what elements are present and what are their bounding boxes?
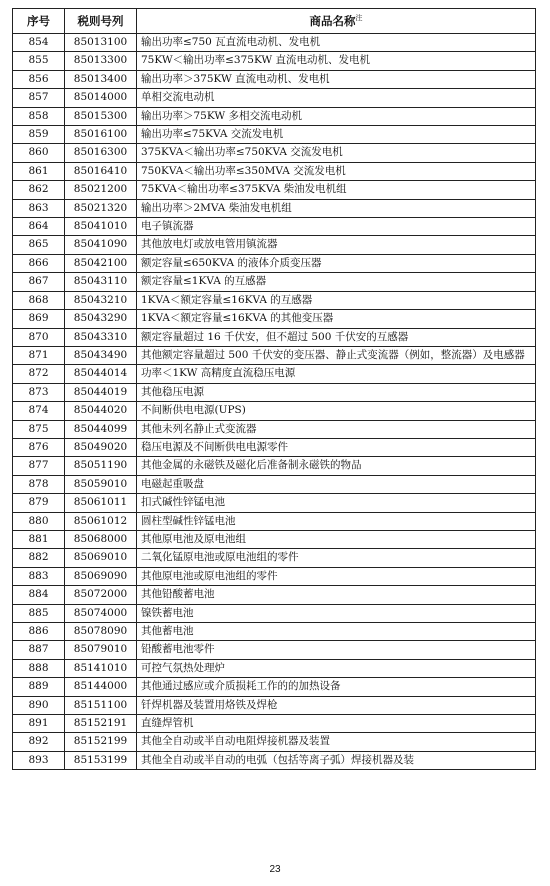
product-name: 镍铁蓄电池 bbox=[137, 604, 536, 622]
tariff-code: 85044014 bbox=[65, 365, 137, 383]
table-row bbox=[13, 162, 536, 180]
table-row bbox=[13, 678, 536, 696]
tariff-code: 85061011 bbox=[65, 494, 137, 512]
product-name: 输出功率＞375KW 直流电动机、发电机 bbox=[137, 70, 536, 88]
table-row bbox=[13, 549, 536, 567]
tariff-code: 85043110 bbox=[65, 273, 137, 291]
table-row bbox=[13, 696, 536, 714]
table-row bbox=[13, 383, 536, 401]
table-row bbox=[13, 291, 536, 309]
tariff-code: 85144000 bbox=[65, 678, 137, 696]
table-row bbox=[13, 144, 536, 162]
tariff-code: 85051190 bbox=[65, 457, 137, 475]
tariff-code: 85013100 bbox=[65, 34, 137, 52]
product-name: 375KVA＜输出功率≤750KVA 交流发电机 bbox=[137, 144, 536, 162]
row-number: 854 bbox=[13, 34, 65, 52]
row-number: 881 bbox=[13, 530, 65, 548]
tariff-code: 85153199 bbox=[65, 751, 137, 769]
table-row bbox=[13, 751, 536, 769]
product-name: 75KW＜输出功率≤375KW 直流电动机、发电机 bbox=[137, 52, 536, 70]
product-name: 圆柱型碱性锌锰电池 bbox=[137, 512, 536, 530]
tariff-code: 85041090 bbox=[65, 236, 137, 254]
row-number: 863 bbox=[13, 199, 65, 217]
tariff-code: 85078090 bbox=[65, 623, 137, 641]
page-number: 23 bbox=[269, 864, 281, 875]
product-name: 其他原电池及原电池组 bbox=[137, 530, 536, 548]
row-number: 893 bbox=[13, 751, 65, 769]
row-number: 858 bbox=[13, 107, 65, 125]
table-row bbox=[13, 346, 536, 364]
tariff-code: 85072000 bbox=[65, 586, 137, 604]
table-row bbox=[13, 494, 536, 512]
row-number: 860 bbox=[13, 144, 65, 162]
header-code: 税则号列 bbox=[65, 9, 137, 34]
table-row bbox=[13, 512, 536, 530]
product-name: 其他金属的永磁铁及磁化后准备制永磁铁的物品 bbox=[137, 457, 536, 475]
tariff-code: 85016300 bbox=[65, 144, 137, 162]
product-name: 其他全自动或半自动电阻焊接机器及装置 bbox=[137, 733, 536, 751]
row-number: 883 bbox=[13, 567, 65, 585]
row-number: 855 bbox=[13, 52, 65, 70]
tariff-code: 85079010 bbox=[65, 641, 137, 659]
tariff-code: 85043310 bbox=[65, 328, 137, 346]
table-row bbox=[13, 89, 536, 107]
tariff-code: 85069010 bbox=[65, 549, 137, 567]
tariff-code: 85015300 bbox=[65, 107, 137, 125]
product-name: 电磁起重吸盘 bbox=[137, 475, 536, 493]
table-row bbox=[13, 420, 536, 438]
row-number: 884 bbox=[13, 586, 65, 604]
table-row bbox=[13, 310, 536, 328]
product-name: 其他全自动或半自动的电弧（包括等离子弧）焊接机器及装 bbox=[137, 751, 536, 769]
header-row bbox=[13, 9, 536, 34]
table-row bbox=[13, 402, 536, 420]
product-name: 单相交流电动机 bbox=[137, 89, 536, 107]
tariff-code: 85069090 bbox=[65, 567, 137, 585]
row-number: 891 bbox=[13, 715, 65, 733]
table-row bbox=[13, 715, 536, 733]
row-number: 880 bbox=[13, 512, 65, 530]
row-number: 868 bbox=[13, 291, 65, 309]
table-row bbox=[13, 34, 536, 52]
tariff-code: 85043290 bbox=[65, 310, 137, 328]
row-number: 866 bbox=[13, 254, 65, 272]
table-row bbox=[13, 365, 536, 383]
tariff-code: 85043210 bbox=[65, 291, 137, 309]
product-name: 扣式碱性锌锰电池 bbox=[137, 494, 536, 512]
tariff-code: 85044099 bbox=[65, 420, 137, 438]
tariff-code: 85013400 bbox=[65, 70, 137, 88]
table-row bbox=[13, 530, 536, 548]
row-number: 870 bbox=[13, 328, 65, 346]
table-row bbox=[13, 475, 536, 493]
tariff-code: 85021320 bbox=[65, 199, 137, 217]
product-name: 可控气氛热处理炉 bbox=[137, 659, 536, 677]
table-row bbox=[13, 199, 536, 217]
table-row bbox=[13, 126, 536, 144]
table-row bbox=[13, 273, 536, 291]
product-name: 直缝焊管机 bbox=[137, 715, 536, 733]
product-name: 稳压电源及不间断供电电源零件 bbox=[137, 438, 536, 456]
tariff-code: 85061012 bbox=[65, 512, 137, 530]
table-row bbox=[13, 52, 536, 70]
product-name: 其他额定容量超过 500 千伏安的变压器、静止式变流器（例如，整流器）及电感器 bbox=[137, 346, 536, 364]
table-row bbox=[13, 659, 536, 677]
tariff-code: 85014000 bbox=[65, 89, 137, 107]
product-name: 输出功率＞75KW 多相交流电动机 bbox=[137, 107, 536, 125]
tariff-code: 85016410 bbox=[65, 162, 137, 180]
row-number: 856 bbox=[13, 70, 65, 88]
product-name: 输出功率≤750 瓦直流电动机、发电机 bbox=[137, 34, 536, 52]
table-row bbox=[13, 70, 536, 88]
row-number: 889 bbox=[13, 678, 65, 696]
product-name: 其他铅酸蓄电池 bbox=[137, 586, 536, 604]
tariff-code: 85043490 bbox=[65, 346, 137, 364]
tariff-code: 85044020 bbox=[65, 402, 137, 420]
product-name: 钎焊机器及装置用烙铁及焊枪 bbox=[137, 696, 536, 714]
row-number: 864 bbox=[13, 218, 65, 236]
row-number: 879 bbox=[13, 494, 65, 512]
product-name: 输出功率＞2MVA 柴油发电机组 bbox=[137, 199, 536, 217]
table-row bbox=[13, 328, 536, 346]
product-name: 电子镇流器 bbox=[137, 218, 536, 236]
table-row bbox=[13, 457, 536, 475]
tariff-code: 85021200 bbox=[65, 181, 137, 199]
table-row bbox=[13, 567, 536, 585]
row-number: 859 bbox=[13, 126, 65, 144]
table-row bbox=[13, 236, 536, 254]
row-number: 885 bbox=[13, 604, 65, 622]
table-row bbox=[13, 604, 536, 622]
product-name: 1KVA＜额定容量≤16KVA 的其他变压器 bbox=[137, 310, 536, 328]
product-name: 75KVA＜输出功率≤375KVA 柴油发电机组 bbox=[137, 181, 536, 199]
table-row bbox=[13, 733, 536, 751]
row-number: 865 bbox=[13, 236, 65, 254]
row-number: 886 bbox=[13, 623, 65, 641]
table-row bbox=[13, 586, 536, 604]
product-name: 其他原电池或原电池组的零件 bbox=[137, 567, 536, 585]
header-seq: 序号 bbox=[13, 9, 65, 34]
tariff-code: 85042100 bbox=[65, 254, 137, 272]
product-name: 其他蓄电池 bbox=[137, 623, 536, 641]
row-number: 876 bbox=[13, 438, 65, 456]
product-name: 额定容量≤650KVA 的液体介质变压器 bbox=[137, 254, 536, 272]
row-number: 857 bbox=[13, 89, 65, 107]
header-name bbox=[137, 9, 536, 34]
row-number: 882 bbox=[13, 549, 65, 567]
product-name: 不间断供电电源(UPS) bbox=[137, 402, 536, 420]
table-row bbox=[13, 107, 536, 125]
tariff-code: 85016100 bbox=[65, 126, 137, 144]
product-name: 其他通过感应或介质损耗工作的的加热设备 bbox=[137, 678, 536, 696]
product-name: 功率＜1KW 高精度直流稳压电源 bbox=[137, 365, 536, 383]
product-name: 额定容量超过 16 千伏安，但不超过 500 千伏安的互感器 bbox=[137, 328, 536, 346]
row-number: 873 bbox=[13, 383, 65, 401]
product-name: 额定容量≤1KVA 的互感器 bbox=[137, 273, 536, 291]
table-row bbox=[13, 438, 536, 456]
row-number: 890 bbox=[13, 696, 65, 714]
row-number: 877 bbox=[13, 457, 65, 475]
table-row bbox=[13, 623, 536, 641]
table-row bbox=[13, 218, 536, 236]
row-number: 867 bbox=[13, 273, 65, 291]
product-name: 其他未列名静止式变流器 bbox=[137, 420, 536, 438]
tariff-table bbox=[12, 8, 536, 770]
row-number: 869 bbox=[13, 310, 65, 328]
header-name-label: 商品名称 bbox=[309, 14, 356, 28]
tariff-code: 85068000 bbox=[65, 530, 137, 548]
tariff-code: 85152191 bbox=[65, 715, 137, 733]
tariff-code: 85059010 bbox=[65, 475, 137, 493]
table-row bbox=[13, 641, 536, 659]
product-name: 其他放电灯或放电管用镇流器 bbox=[137, 236, 536, 254]
table-body bbox=[13, 34, 536, 770]
row-number: 892 bbox=[13, 733, 65, 751]
header-name-note: 注 bbox=[355, 14, 363, 23]
product-name: 二氧化锰原电池或原电池组的零件 bbox=[137, 549, 536, 567]
row-number: 862 bbox=[13, 181, 65, 199]
table-row bbox=[13, 254, 536, 272]
table-header bbox=[13, 9, 536, 34]
row-number: 888 bbox=[13, 659, 65, 677]
tariff-code: 85044019 bbox=[65, 383, 137, 401]
product-name: 铅酸蓄电池零件 bbox=[137, 641, 536, 659]
product-name: 750KVA＜输出功率≤350MVA 交流发电机 bbox=[137, 162, 536, 180]
row-number: 878 bbox=[13, 475, 65, 493]
tariff-code: 85152199 bbox=[65, 733, 137, 751]
row-number: 871 bbox=[13, 346, 65, 364]
row-number: 872 bbox=[13, 365, 65, 383]
row-number: 875 bbox=[13, 420, 65, 438]
product-name: 1KVA＜额定容量≤16KVA 的互感器 bbox=[137, 291, 536, 309]
tariff-code: 85013300 bbox=[65, 52, 137, 70]
tariff-code: 85049020 bbox=[65, 438, 137, 456]
tariff-code: 85041010 bbox=[65, 218, 137, 236]
row-number: 874 bbox=[13, 402, 65, 420]
product-name: 其他稳压电源 bbox=[137, 383, 536, 401]
row-number: 887 bbox=[13, 641, 65, 659]
tariff-code: 85151100 bbox=[65, 696, 137, 714]
row-number: 861 bbox=[13, 162, 65, 180]
tariff-code: 85141010 bbox=[65, 659, 137, 677]
tariff-code: 85074000 bbox=[65, 604, 137, 622]
product-name: 输出功率≤75KVA 交流发电机 bbox=[137, 126, 536, 144]
table-row bbox=[13, 181, 536, 199]
